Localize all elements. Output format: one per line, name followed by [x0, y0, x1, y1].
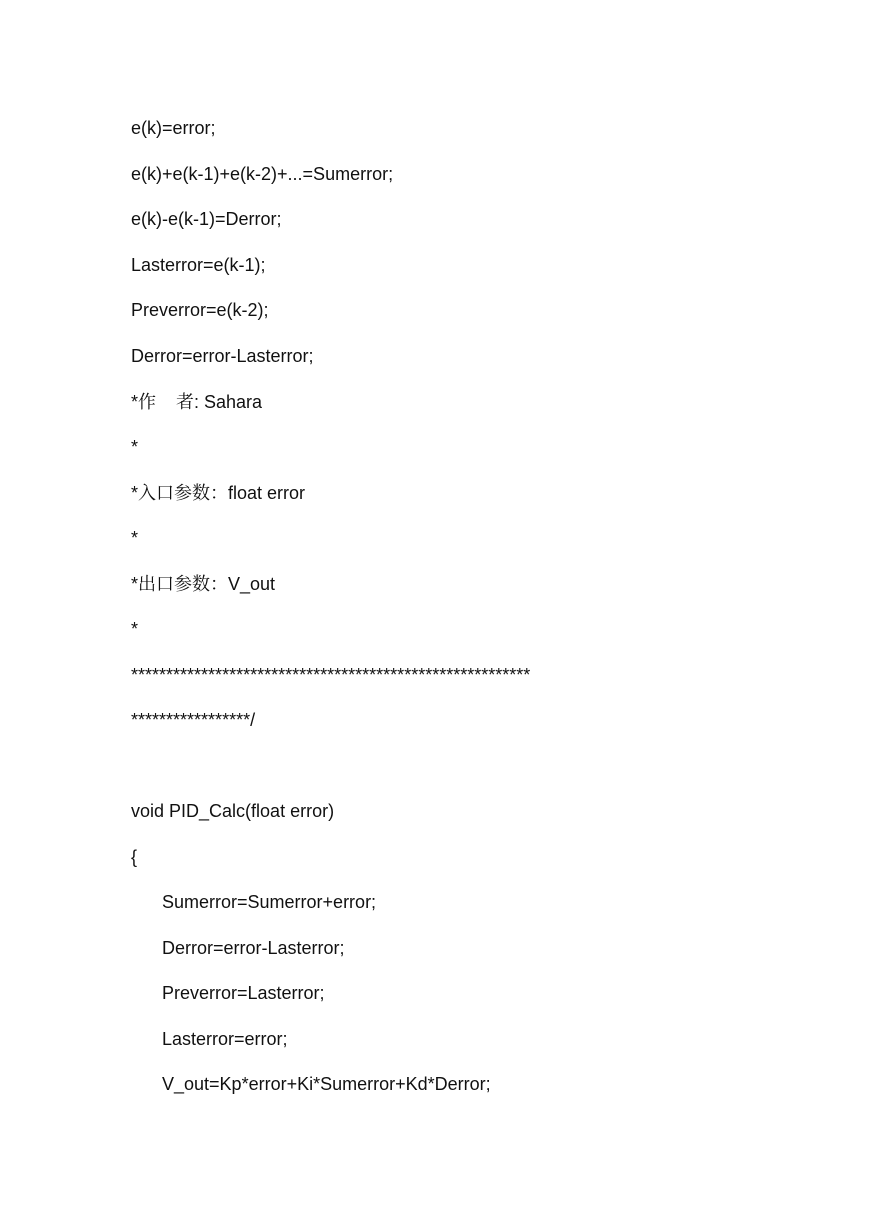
- code-line-preverror-update: Preverror=Lasterror;: [162, 983, 325, 1003]
- code-line-lasterror-update: Lasterror=error;: [162, 1029, 288, 1049]
- comment-star: *: [131, 619, 139, 639]
- comment-output-params: *出口参数：V_out: [131, 574, 276, 594]
- comment-border-end: *****************/: [131, 710, 256, 730]
- code-line-lasterror-def: Lasterror=e(k-1);: [131, 255, 266, 275]
- code-line-derror-formula: Derror=error-Lasterror;: [131, 346, 314, 366]
- comment-star: *: [131, 437, 139, 457]
- code-line-vout-calc: V_out=Kp*error+Ki*Sumerror+Kd*Derror;: [162, 1074, 491, 1094]
- code-line-derror-update: Derror=error-Lasterror;: [162, 938, 345, 958]
- code-line-preverror-def: Preverror=e(k-2);: [131, 300, 269, 320]
- function-signature: void PID_Calc(float error): [131, 801, 335, 821]
- code-line-sumerror-update: Sumerror=Sumerror+error;: [162, 892, 377, 912]
- code-line-error-def: e(k)=error;: [131, 118, 216, 138]
- comment-author: *作 者: Sahara: [131, 392, 263, 412]
- comment-star: *: [131, 528, 139, 548]
- open-brace: {: [131, 847, 138, 867]
- code-line-derror-def: e(k)-e(k-1)=Derror;: [131, 209, 282, 229]
- code-line-sumerror-def: e(k)+e(k-1)+e(k-2)+...=Sumerror;: [131, 164, 394, 184]
- comment-input-params: *入口参数：float error: [131, 483, 306, 503]
- comment-border-line: *********************************************************: [131, 665, 531, 685]
